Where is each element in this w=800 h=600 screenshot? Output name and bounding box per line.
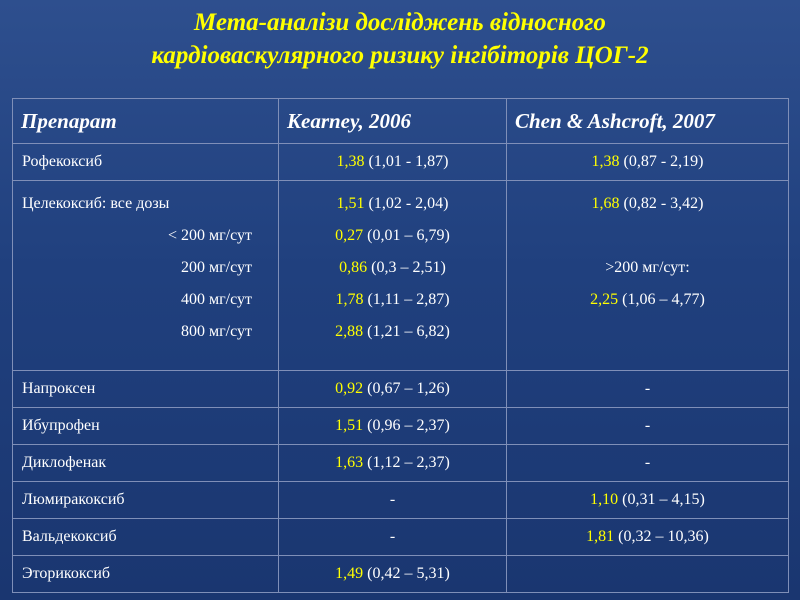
table-row-naproxen [13,371,789,408]
chen-value [507,556,789,593]
kearney-value: - [279,482,507,519]
table-header-row [13,99,789,144]
drug-name: Вальдекоксиб [13,519,279,556]
drug-name-celecoxib: Целекоксиб: все дозы < 200 мг/сут 200 мг/сут 400 мг/сут 800 мг/сут [13,181,279,371]
kearney-value: 1,63 (1,12 – 2,37) [279,445,507,482]
header-chen: Chen & Ashcroft, 2007 [507,99,789,144]
drug-name: Эторикоксиб [13,556,279,593]
drug-name: Рофекоксиб [13,144,279,181]
dose-label: < 200 мг/сут [167,227,252,244]
dose-label: 800 мг/сут [180,323,252,340]
table-row-lumiracoxib [13,482,789,519]
chen-value-celecoxib: 1,68 (0,82 - 3,42) >200 мг/сут: 2,25 (1,06 – 4,77) [507,181,789,371]
kearney-value: 1,49 (0,42 – 5,31) [279,556,507,593]
drug-name: Ибупрофен [13,408,279,445]
table-row-celecoxib [13,181,789,371]
dose-label: 400 мг/сут [180,291,252,308]
dose-label: 200 мг/сут [180,259,252,276]
chen-value: 1,10 (0,31 – 4,15) [507,482,789,519]
header-drug: Препарат [13,99,279,144]
table-row-rofecoxib [13,144,789,181]
header-kearney: Kearney, 2006 [279,99,507,144]
drug-name: Диклофенак [13,445,279,482]
meta-analysis-table [12,98,789,593]
kearney-value-celecoxib: 1,51 (1,02 - 2,04) 0,27 (0,01 – 6,79) 0,86 (0,3 – 2,51) 1,78 (1,11 – 2,87) 2,88 (1,21 – 6,82) [279,181,507,371]
kearney-value: 1,38 (1,01 - 1,87) [279,144,507,181]
chen-value: 1,81 (0,32 – 10,36) [507,519,789,556]
table-row-ibuprofen [13,408,789,445]
title-line-2: кардіоваскулярного ризику інгібіторів ЦОГ-2 [151,42,649,69]
chen-value: 1,38 (0,87 - 2,19) [507,144,789,181]
title-line-1: Мета-аналізи досліджень відносного [194,9,606,36]
table-row-etoricoxib [13,556,789,593]
kearney-value: 0,92 (0,67 – 1,26) [279,371,507,408]
chen-value: - [507,408,789,445]
table-row-diclofenac [13,445,789,482]
drug-name: Люмиракоксиб [13,482,279,519]
slide-title [0,6,800,72]
table-row-valdecoxib [13,519,789,556]
chen-value: - [507,371,789,408]
drug-name: Напроксен [13,371,279,408]
kearney-value: 1,51 (0,96 – 2,37) [279,408,507,445]
chen-value: - [507,445,789,482]
kearney-value: - [279,519,507,556]
